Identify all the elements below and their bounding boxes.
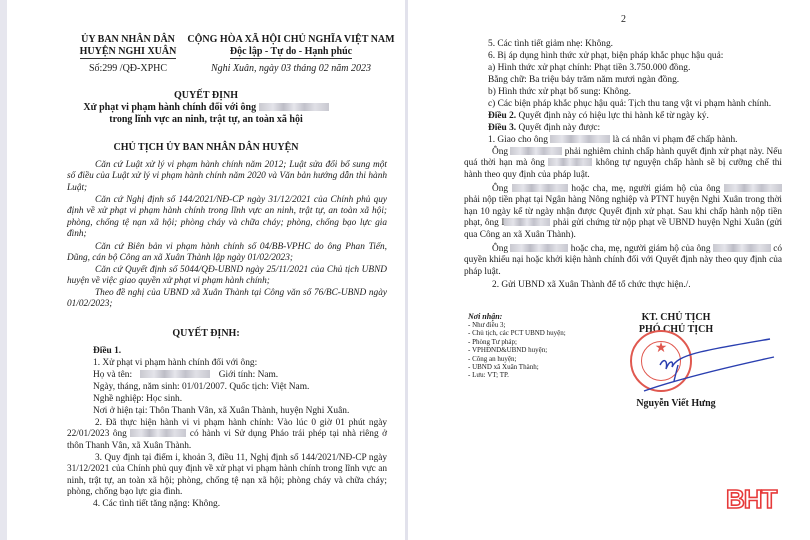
item-6a: a) Hình thức xử phạt chính: Phạt tiền 3.750.000 đồng.	[488, 63, 691, 73]
item-1: 1. Xử phạt vi phạm hành chính đối với ông:	[93, 358, 258, 368]
document-page-2	[405, 0, 810, 540]
issue-date: Nghi Xuân, ngày 03 tháng 02 năm 2023	[211, 63, 371, 74]
authority-heading: CHỦ TỊCH ỦY BAN NHÂN DÂN HUYỆN	[113, 142, 299, 153]
national-header	[185, 34, 397, 59]
basis-1: Căn cứ Luật xử lý vi phạm hành chính năm 2012; Luật sửa đổi bổ sung một số điều của Luật xử lý vi phạm hành chính năm 2020 và Văn bản hướng dẫn thi hành Luật;	[67, 160, 387, 193]
doc-subtitle-1	[7, 102, 405, 114]
subtitle-text: Xử phạt vi phạm hành chính đối với ông	[83, 102, 257, 113]
redacted-name	[512, 184, 568, 192]
official-seal-icon: ★	[630, 330, 692, 392]
recipient-item: - Chủ tịch, các PCT UBND huyện;	[468, 329, 566, 338]
item-6c: c) Các biện pháp khắc phục hậu quả: Tịch thu tang vật vi phạm hành chính.	[488, 99, 772, 109]
offender-job: Nghề nghiệp: Học sinh.	[93, 394, 183, 404]
document-number: Số:299 /QĐ-XPHC	[88, 63, 168, 74]
redacted-name	[510, 244, 568, 252]
item-6b: b) Hình thức xử phạt bổ sung: Không.	[488, 87, 631, 97]
item-3: 3. Quy định tại điểm i, khoản 3, điều 11, Nghị định số 144/2021/NĐ-CP ngày 31/12/2021 của Chính phủ quy định về xử phạt vi phạm hành chính trong lĩnh vực an ninh, trật tự, an toàn xã hội; phòng, chống tệ nạn xã hội; phòng cháy và chữa cháy; phòng, chống bạo lực gia đình.	[67, 453, 387, 498]
recipients-list	[468, 312, 566, 380]
redacted-name	[713, 244, 771, 252]
offender-address: Nơi ở hiện tại: Thôn Thanh Vân, xã Xuân Thành, huyện Nghi Xuân.	[93, 406, 350, 416]
recipient-item: - VPHĐND&UBND huyện;	[468, 346, 548, 355]
article-3-para-1: Ông phải nghiêm chỉnh chấp hành quyết định xử phạt này. Nếu quá thời hạn mà ông không tự nguyện chấp hành sẽ bị cưỡng chế thi hành theo quy định của pháp luật.	[464, 147, 783, 180]
basis-3: Căn cứ Biên bản vi phạm hành chính số 04/BB-VPHC do ông Phan Tiến, Dũng, cán bộ Công an xã Xuân Thành lập ngày 01/02/2023;	[67, 242, 387, 264]
offender-dob: Ngày, tháng, năm sinh: 01/01/2007. Quốc tịch: Việt Nam.	[93, 382, 310, 392]
page-number: 2	[621, 14, 626, 25]
recipient-item: - Lưu: VT; TP.	[468, 371, 509, 380]
basis-5: Theo đề nghị của UBND xã Xuân Thành tại Công văn số 76/BC-UBND ngày 01/02/2023;	[67, 288, 387, 310]
redacted-name	[550, 135, 610, 143]
signature-title	[616, 312, 736, 336]
handwritten-signature-icon	[638, 335, 778, 395]
redacted-name	[510, 147, 562, 155]
basis-4: Căn cứ Quyết định số 5044/QĐ-UBND ngày 25/11/2021 của Chủ tịch UBND huyện về việc giao quyền xử phạt vi phạm hành chính;	[67, 265, 387, 287]
recipient-item: - Như điều 3;	[468, 321, 506, 329]
redacted-name	[724, 184, 782, 192]
national-motto: Độc lập - Tự do - Hạnh phúc	[229, 46, 353, 57]
article-3-item-2: 2. Gửi UBND xã Xuân Thành để tổ chức thực hiện./.	[492, 280, 691, 290]
article-3-item-1: 1. Giao cho ông là cá nhân vi phạm để chấp hành.	[488, 135, 738, 145]
national-name: CỘNG HÒA XÃ HỘI CHỦ NGHĨA VIỆT NAM	[187, 34, 395, 45]
item-5: 5. Các tình tiết giảm nhẹ: Không.	[488, 39, 613, 49]
recipient-item: - Công an huyện;	[468, 354, 517, 363]
item-2: 2. Đã thực hiện hành vi vi phạm hành chính: Vào lúc 0 giờ 01 phút ngày 22/01/2023 ông có hành vi Sử dụng Pháo trái phép tại nhà riêng ở thôn Thanh Vân, xã Xuân Thành.	[67, 418, 388, 451]
issuer-line-1: ỦY BAN NHÂN DÂN	[81, 34, 175, 45]
article-3: Điều 3. Quyết định này được:	[488, 123, 601, 133]
recipient-item: - Phòng Tư pháp;	[468, 337, 517, 346]
basis-2: Căn cứ Nghị định số 144/2021/NĐ-CP ngày 31/12/2021 của Chính phủ quy định về xử phạt vi phạm hành chính trong lĩnh vực an ninh, trật tự, an toàn xã hội; phòng, chống tệ nạn xã hội; phòng cháy và chữa cháy; phòng, chống bạo lực gia đình;	[67, 195, 387, 240]
issuer-line-2: HUYỆN NGHI XUÂN	[79, 46, 177, 57]
issuer-name	[73, 34, 183, 59]
redacted-name	[130, 429, 186, 437]
article-2: Điều 2. Quyết định này có hiệu lực thi hành kể từ ngày ký.	[488, 111, 709, 121]
redacted-name	[259, 103, 329, 111]
article-3-para-3: Ông hoặc cha, mẹ, người giám hộ của ông có quyền khiếu nại hoặc khởi kiện hành chính đối với Quyết định này theo quy định của pháp luật.	[464, 244, 783, 277]
item-6: 6. Bị áp dụng hình thức xử phạt, biện pháp khắc phục hậu quả:	[488, 51, 724, 61]
redacted-name	[140, 370, 210, 378]
article-1-label: Điều 1.	[93, 346, 122, 356]
redacted-name	[504, 218, 550, 226]
signature-title-line-1: KT. CHỦ TỊCH	[641, 312, 711, 323]
doc-subtitle-2: trong lĩnh vực an ninh, trật tự, an toàn xã hội	[109, 114, 303, 125]
item-6-words: Bằng chữ: Ba triệu bảy trăm năm mươi ngàn đồng.	[488, 75, 680, 85]
signature-title-line-2: PHÓ CHỦ TỊCH	[638, 324, 714, 335]
bht-logo: BHT	[726, 484, 777, 514]
offender-name-row: Họ và tên: Giới tính: Nam.	[93, 370, 279, 380]
recipient-item: - UBND xã Xuân Thành;	[468, 363, 539, 372]
article-3-para-2: Ông hoặc cha, mẹ, người giám hộ của ông phải nộp tiền phạt tại Ngân hàng Nông nghiệp và PTNT huyện Nghi Xuân trong thời hạn 10 ngày kể từ ngày nhận được Quyết định xử phạt. Sau khi chấp hành nộp tiền phạt, ông I phải gửi chứng từ nộp phạt về UBND huyện Nghi Xuân (gửi qua Công an xã Xuân Thành).	[464, 184, 783, 240]
decision-heading: QUYẾT ĐỊNH:	[172, 328, 240, 339]
doc-title: QUYẾT ĐỊNH	[174, 90, 238, 101]
redacted-name	[548, 158, 592, 166]
recipients-title: Nơi nhận:	[468, 312, 503, 321]
signer-name: Nguyễn Viết Hưng	[636, 398, 716, 409]
item-4: 4. Các tình tiết tăng nặng: Không.	[93, 499, 221, 509]
